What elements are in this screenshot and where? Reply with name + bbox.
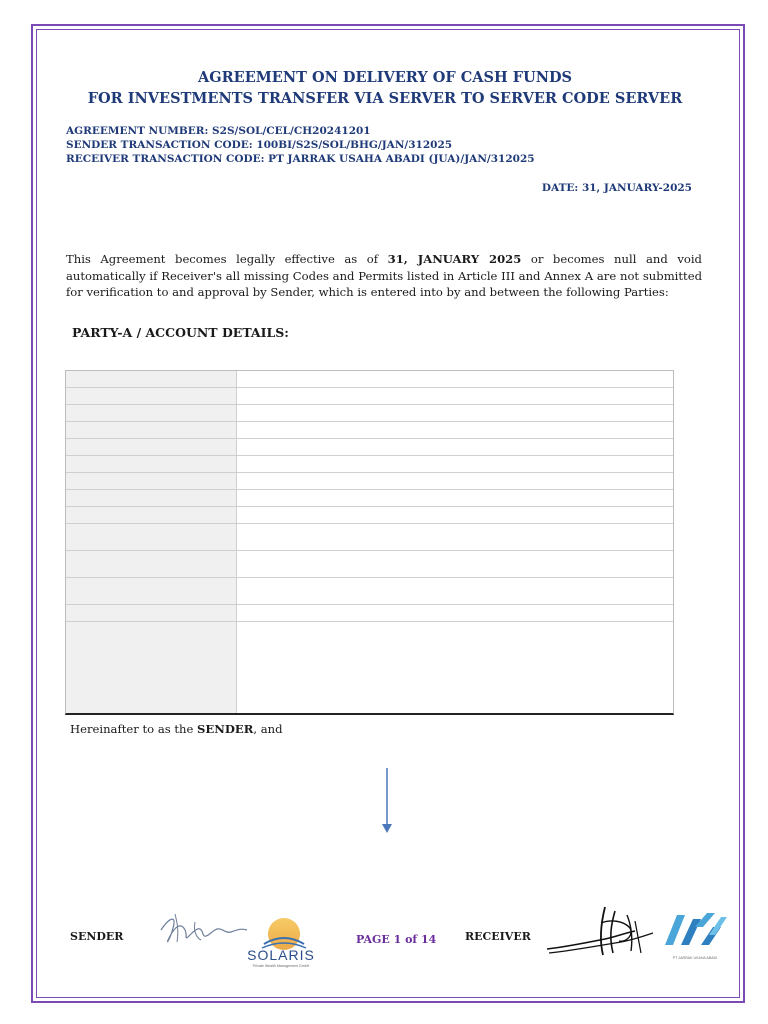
effective-date-bold: 31, JANUARY 2025 xyxy=(387,252,522,266)
hereinafter-after: , and xyxy=(253,722,283,736)
table-label-cell xyxy=(66,490,237,506)
agreement-number: AGREEMENT NUMBER: S2S/SOL/CEL/CH20241201 xyxy=(66,125,371,137)
sender-transaction-code: SENDER TRANSACTION CODE: 100BI/S2S/SOL/BHG/JAN/312025 xyxy=(66,139,453,151)
table-label-cell xyxy=(66,422,237,438)
document-title-line-1: AGREEMENT ON DELIVERY OF CASH FUNDS xyxy=(197,69,573,86)
intro-paragraph xyxy=(66,251,702,301)
table-row xyxy=(66,473,673,490)
hereinafter-before: Hereinafter to as the xyxy=(70,722,198,736)
footer-sender-label: SENDER xyxy=(70,930,124,943)
hereinafter-sender-text xyxy=(70,722,283,736)
table-value-cell xyxy=(237,405,673,421)
sender-signature-icon xyxy=(155,908,250,958)
table-label-cell xyxy=(66,578,237,604)
table-value-cell xyxy=(237,456,673,472)
account-details-table xyxy=(65,370,674,715)
document-title-line-2: FOR INVESTMENTS TRANSFER VIA SERVER TO SERVER CODE SERVER xyxy=(87,90,683,107)
ja-caption: PT JARRAK USAHA ABADI xyxy=(672,956,718,960)
table-label-cell xyxy=(66,388,237,404)
table-row xyxy=(66,507,673,524)
table-label-cell xyxy=(66,622,237,713)
table-value-cell xyxy=(237,490,673,506)
agreement-date: DATE: 31, JANUARY-2025 xyxy=(541,182,692,194)
table-value-cell xyxy=(237,371,673,387)
table-row xyxy=(66,371,673,388)
table-label-cell xyxy=(66,605,237,621)
table-label-cell xyxy=(66,405,237,421)
table-row xyxy=(66,605,673,622)
table-value-cell xyxy=(237,605,673,621)
solaris-logo xyxy=(238,912,324,970)
table-row xyxy=(66,551,673,578)
table-value-cell xyxy=(237,524,673,550)
table-value-cell xyxy=(237,388,673,404)
table-label-cell xyxy=(66,473,237,489)
table-row xyxy=(66,456,673,473)
table-label-cell xyxy=(66,456,237,472)
intro-text-after: or becomes null and void automatically if Receiver's all missing Codes and Permits listed in Article III and Annex A are not submitted for verification to and approval by Sender, which is entered into by and between the following Parties: xyxy=(66,252,702,299)
receiver-signature-icon xyxy=(545,903,660,961)
table-row xyxy=(66,524,673,551)
footer-receiver-label: RECEIVER xyxy=(465,930,531,943)
table-row xyxy=(66,622,673,713)
table-label-cell xyxy=(66,439,237,455)
table-row xyxy=(66,405,673,422)
table-value-cell xyxy=(237,507,673,523)
sender-bold: SENDER xyxy=(197,722,254,736)
party-a-heading: PARTY-A / ACCOUNT DETAILS: xyxy=(72,325,289,340)
table-value-cell xyxy=(237,551,673,577)
intro-text-before: This Agreement becomes legally effective as of xyxy=(66,252,388,266)
table-value-cell xyxy=(237,422,673,438)
table-label-cell xyxy=(66,507,237,523)
table-row xyxy=(66,439,673,456)
table-value-cell xyxy=(237,473,673,489)
solaris-name: SOLARIS xyxy=(247,947,315,963)
table-row xyxy=(66,388,673,405)
table-label-cell xyxy=(66,524,237,550)
table-label-cell xyxy=(66,371,237,387)
table-value-cell xyxy=(237,578,673,604)
solaris-tagline: Private Wealth Management GmbH xyxy=(252,964,310,968)
jarrak-usaha-abadi-logo xyxy=(655,905,735,963)
table-row xyxy=(66,578,673,605)
arrow-down-icon xyxy=(380,768,394,834)
table-value-cell xyxy=(237,439,673,455)
table-value-cell xyxy=(237,622,673,713)
table-label-cell xyxy=(66,551,237,577)
page-number: PAGE 1 of 14 xyxy=(356,933,437,946)
table-row xyxy=(66,490,673,507)
receiver-transaction-code: RECEIVER TRANSACTION CODE: PT JARRAK USAHA ABADI (JUA)/JAN/312025 xyxy=(66,153,535,165)
table-row xyxy=(66,422,673,439)
